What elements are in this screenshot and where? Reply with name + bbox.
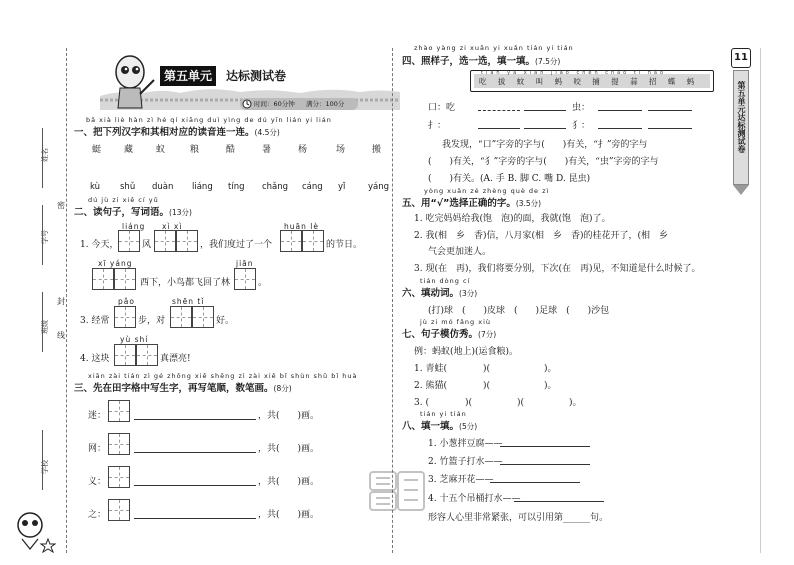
q6-title: 六、填动词。(3分) <box>402 288 478 299</box>
binding-name-line <box>42 128 43 188</box>
side-tab <box>733 70 749 185</box>
q8-line: 4. 十五个吊桶打水—— <box>428 494 521 504</box>
answer-line[interactable] <box>500 446 590 447</box>
q2-s4-text: 4. 这块 <box>80 354 110 364</box>
binding-school-line <box>42 430 43 490</box>
q2-s4-pinyin: yù shí <box>120 335 149 344</box>
q4-paragraph: ( )有关，“犭”字旁的字与( )有关，“虫”字旁的字与 <box>428 157 659 167</box>
q1-pinyin: bǎ xià liè hàn zì hé qí xiāng duì yìng de dú yīn lián yi lián <box>86 116 332 124</box>
q1-reading: liáng <box>192 182 213 192</box>
watermark-stamp-icon <box>368 468 426 514</box>
q2-s4-text: 真漂亮! <box>160 354 191 364</box>
binding-label-number: 学号 <box>41 230 49 244</box>
time-label: 时间：60分钟 <box>254 100 295 108</box>
q3-tail: ，共( )画。 <box>258 510 320 520</box>
tian-grid-box[interactable] <box>114 268 136 290</box>
tian-grid-box[interactable] <box>136 344 158 366</box>
q3-tail: ，共( )画。 <box>258 411 320 421</box>
q5-line: 2. 我(相 乡 香)信，八月家(相 乡 香)的桂花开了，(相 乡 <box>414 231 669 241</box>
q3-tail: ，共( )画。 <box>258 444 320 454</box>
q2-s1-pinyin: huān lè <box>284 222 319 231</box>
answer-line[interactable] <box>524 110 566 111</box>
q7-title: 七、句子模仿秀。(7分) <box>402 329 497 340</box>
q2-title: 二、读句子，写词语。(13分) <box>74 207 192 218</box>
q7-example: 例：蚂蚁(地上)(运食粮)。 <box>414 347 519 357</box>
tian-grid-box[interactable] <box>176 230 198 252</box>
binding-mark-seal2: 封 <box>57 297 65 306</box>
q1-char: 蚁 <box>156 145 166 155</box>
tian-grid-box[interactable] <box>170 306 192 328</box>
q2-s1-text: 1. 今天， <box>80 240 119 250</box>
q2-s1-pinyin: liáng <box>122 222 146 231</box>
q8-line: 3. 芝麻开花—— <box>428 475 494 485</box>
q1-reading: yǐ <box>338 182 346 192</box>
q2-s3-text: 好。 <box>216 316 235 326</box>
stroke-order-line[interactable] <box>134 419 256 420</box>
tian-grid-box[interactable] <box>108 499 130 521</box>
q8-pinyin: tián yi tián <box>420 410 467 418</box>
q4-row-label: 犭： <box>572 121 591 131</box>
q6-line: (打)球 ( )皮球 ( )足球 ( )沙包 <box>428 306 610 316</box>
stroke-order-line[interactable] <box>134 452 256 453</box>
choice-box <box>470 70 714 92</box>
q6-pinyin: tián dòng cí <box>420 277 471 285</box>
tian-grid-box[interactable] <box>114 344 136 366</box>
unit-subtitle: 达标测试卷 <box>226 69 287 83</box>
tab-arrow-icon <box>733 185 749 195</box>
q7-line: 3. ( )( )( )。 <box>414 398 582 408</box>
answer-line[interactable] <box>598 110 642 111</box>
q1-reading: shǔ <box>120 182 136 192</box>
q3-char-label: 网： <box>88 444 107 454</box>
tian-grid-box[interactable] <box>234 268 256 290</box>
q1-char: 场 <box>336 145 346 155</box>
q5-pinyin: yòng xuǎn zé zhèng què de zì <box>424 187 550 195</box>
q1-reading: cáng <box>302 182 323 192</box>
q2-s2-pinyin: jiān <box>236 259 254 268</box>
binding-number-line <box>42 205 43 265</box>
binding-label-school: 学校 <box>41 460 49 474</box>
side-tab-text: 第五单元达标测试卷 <box>737 81 746 153</box>
q4-title: 四、照样子，选一选，填一填。(7.5分) <box>402 56 561 67</box>
answer-line[interactable] <box>500 464 590 465</box>
binding-mark-seal: 密 <box>57 201 65 210</box>
tian-grid-box[interactable] <box>92 268 114 290</box>
q1-title: 一、把下列汉字和其相对应的读音连一连。(4.5分) <box>74 127 280 138</box>
q1-reading: chǎng <box>262 182 289 192</box>
q1-char: 粮 <box>190 145 200 155</box>
q5-title: 五、用“√”选择正确的字。(3.5分) <box>402 198 542 209</box>
page-number: 11 <box>731 48 751 68</box>
q7-line: 2. 熊猫( )( )。 <box>414 381 557 391</box>
q2-s1-pinyin: xì xì <box>162 222 183 231</box>
tian-grid-box[interactable] <box>192 306 214 328</box>
unit-title: 第五单元 <box>160 66 216 86</box>
tian-grid-box[interactable] <box>108 433 130 455</box>
q8-line: 2. 竹篮子打水—— <box>428 457 503 467</box>
binding-class-line <box>42 292 43 352</box>
tian-grid-box[interactable] <box>114 306 136 328</box>
q3-pinyin: xiān zài tián zì gé zhōng xiě shēng zì zài xiě bǐ shùn shǔ bǐ huà <box>88 372 358 380</box>
q2-s3-pinyin: pǎo <box>118 297 135 306</box>
answer-line[interactable] <box>514 501 604 502</box>
tian-grid-box[interactable] <box>108 400 130 422</box>
q1-char: 藏 <box>124 145 134 155</box>
q2-s1-text: ，我们度过了一个 <box>200 240 273 250</box>
q2-pinyin: dú jù zi xiě cí yǔ <box>88 196 159 204</box>
q3-tail: ，共( )画。 <box>258 477 320 487</box>
q5-line: 3. 现(在 再)，我们将要分别，下次(在 再)见，不知道是什么时候了。 <box>414 264 701 274</box>
q1-char: 酷 <box>226 145 236 155</box>
q3-title: 三、先在田字格中写生字，再写笔顺，数笔画。(8分) <box>74 383 292 394</box>
q1-char: 杨 <box>298 145 308 155</box>
answer-line[interactable] <box>598 128 642 129</box>
q8-title: 八、填一填。(5分) <box>402 421 478 432</box>
tian-grid-box[interactable] <box>154 230 176 252</box>
q4-paragraph: 我发现，“口”字旁的字与( )有关，“扌”旁的字与 <box>442 140 648 150</box>
q7-line: 1. 青蛙( )( )。 <box>414 364 557 374</box>
answer-line[interactable] <box>478 128 520 129</box>
binding-mark-line: 线 <box>57 331 65 340</box>
answer-line[interactable] <box>524 128 566 129</box>
q2-s2-text: 。 <box>258 278 268 288</box>
clock-icon <box>242 99 252 109</box>
tian-grid-box[interactable] <box>280 230 302 252</box>
right-edge-line <box>760 48 761 553</box>
choice-chars: 吃 拔 蚊 叫 蚂 咬 捕 提 蒜 招 蝶 蚂 <box>479 77 699 86</box>
q2-s3-pinyin: shēn tǐ <box>172 297 205 306</box>
stroke-order-line[interactable] <box>134 485 256 486</box>
q7-pinyin: jù zi mó fǎng xiù <box>420 318 492 326</box>
answer-line[interactable] <box>648 110 692 111</box>
q1-reading: duàn <box>152 182 174 192</box>
q2-s1-text: 的节日。 <box>326 240 363 250</box>
q1-char: 暑 <box>262 145 272 155</box>
tian-grid-box[interactable] <box>118 230 140 252</box>
q4-row-label: 虫： <box>572 103 591 113</box>
q1-char: 蜓 <box>92 145 102 155</box>
choice-pinyin: tiān yā xiān jiào chèn chǎo tí nǎo <box>481 70 667 76</box>
q1-reading: kù <box>90 182 101 192</box>
binding-dashed-line <box>66 48 67 553</box>
q1-reading: yáng <box>368 182 390 192</box>
q4-row-label: 口：吃 <box>428 103 456 113</box>
q5-line: 气会更加迷人。 <box>428 247 492 257</box>
answer-line[interactable] <box>478 110 520 111</box>
q1-char: 搬 <box>372 145 382 155</box>
score-label: 满分：100分 <box>306 100 345 108</box>
tian-grid-box[interactable] <box>302 230 324 252</box>
stroke-order-line[interactable] <box>134 518 256 519</box>
q8-last-line: 形容人心里非常紧张，可以引用第______句。 <box>428 513 609 523</box>
q4-pinyin: zhào yàng zi xuǎn yi xuǎn tián yi tián <box>414 44 574 52</box>
q8-line: 1. 小葱拌豆腐—— <box>428 439 503 449</box>
q3-char-label: 迷： <box>88 411 107 421</box>
q1-reading: tíng <box>228 182 245 192</box>
q3-char-label: 义： <box>88 477 107 487</box>
q5-line: 1. 吃完妈妈给我(饱 泡)的面，我就(饱 泡)了。 <box>414 214 611 224</box>
tian-grid-box[interactable] <box>108 466 130 488</box>
q2-s3-text: 3. 经常 <box>80 316 110 326</box>
q2-s2-text: 西下，小鸟都飞回了林 <box>140 278 231 288</box>
q2-s2-pinyin: xī yáng <box>98 259 133 268</box>
binding-label-name: 姓名 <box>41 148 49 162</box>
mascot-corner-icon <box>8 505 56 553</box>
answer-line[interactable] <box>648 128 692 129</box>
q3-char-label: 之： <box>88 510 107 520</box>
q4-paragraph: ( )有关。(A. 手 B. 脚 C. 嘴 D. 昆虫) <box>428 174 591 184</box>
q2-s1-text: 风 <box>142 240 152 250</box>
q2-s3-text: 步，对 <box>138 316 166 326</box>
binding-label-class: 班级 <box>41 320 49 334</box>
mascot-header-icon <box>110 52 156 112</box>
answer-line[interactable] <box>490 482 580 483</box>
q4-row-label: 扌： <box>428 121 447 131</box>
